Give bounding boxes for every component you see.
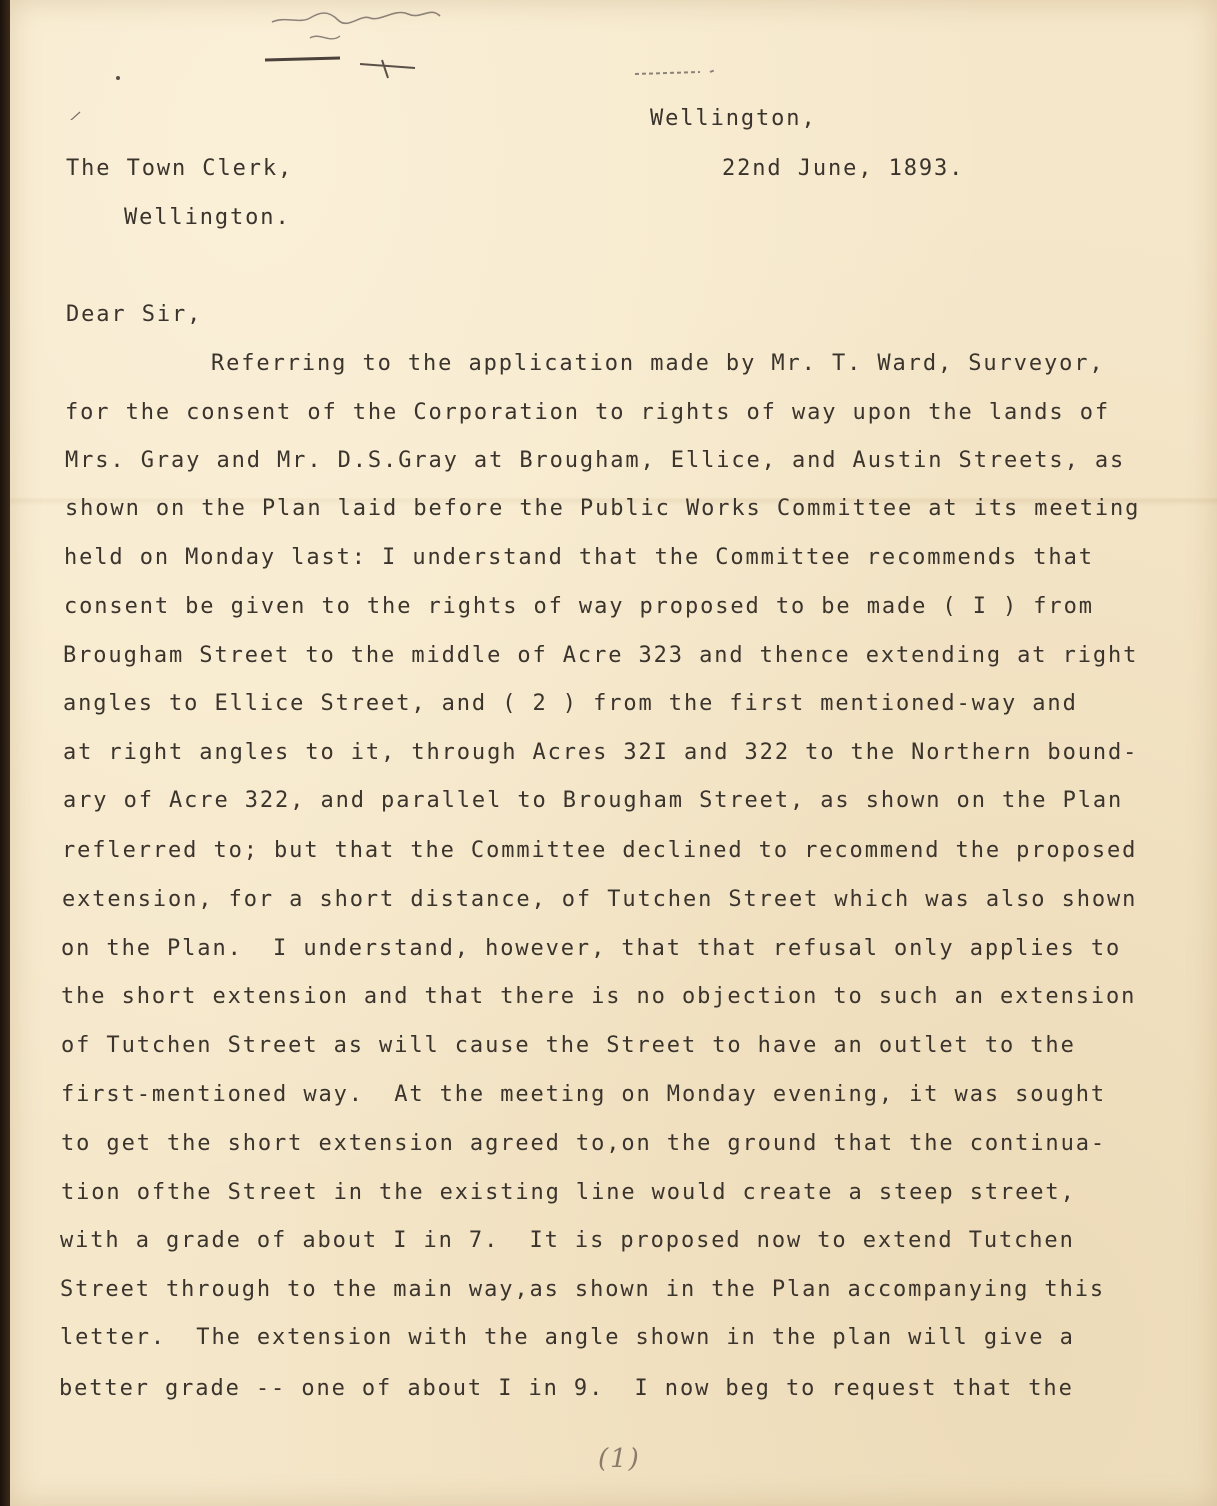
body-line: first-mentioned way. At the meeting on Monday evening, it was sought: [61, 1082, 1107, 1107]
body-line: held on Monday last: I understand that the Committee recommends that: [64, 545, 1094, 570]
body-line: Referring to the application made by Mr. T. Ward, Surveyor,: [211, 351, 1105, 376]
recipient-title: The Town Clerk,: [66, 156, 294, 181]
letter-page: [10, 0, 1217, 1506]
letter-date: 22nd June, 1893.: [722, 156, 965, 181]
body-line: angles to Ellice Street, and ( 2 ) from the first mentioned-way and: [63, 691, 1078, 716]
body-line: at right angles to it, through Acres 32I and 322 to the Northern bound-: [63, 740, 1139, 765]
body-line: the short extension and that there is no objection to such an extension: [61, 984, 1137, 1009]
letter-place: Wellington,: [650, 106, 817, 131]
body-line: of Tutchen Street as will cause the Street to have an outlet to the: [61, 1033, 1076, 1058]
page-number: (1): [598, 1444, 641, 1474]
body-line: reflerred to; but that the Committee declined to recommend the proposed: [62, 838, 1138, 863]
body-line: shown on the Plan laid before the Public Works Committee at its meeting: [65, 496, 1141, 521]
body-line: ary of Acre 322, and parallel to Brougham Street, as shown on the Plan: [63, 788, 1124, 813]
page-edge: [0, 0, 10, 1506]
body-line: tion ofthe Street in the existing line would create a steep street,: [61, 1180, 1076, 1205]
body-line: for the consent of the Corporation to rights of way upon the lands of: [65, 400, 1111, 425]
body-line: Brougham Street to the middle of Acre 323 and thence extending at right: [63, 643, 1139, 668]
body-line: on the Plan. I understand, however, that that refusal only applies to: [61, 936, 1122, 961]
body-line: Street through to the main way,as shown in the Plan accompanying this: [60, 1277, 1106, 1302]
body-line: extension, for a short distance, of Tutchen Street which was also shown: [62, 887, 1138, 912]
body-line: better grade -- one of about I in 9. I now beg to request that the: [59, 1376, 1074, 1401]
body-line: with a grade of about I in 7. It is proposed now to extend Tutchen: [60, 1228, 1075, 1253]
body-line: Mrs. Gray and Mr. D.S.Gray at Brougham, Ellice, and Austin Streets, as: [65, 448, 1126, 473]
pencil-annotation-scribble: [10, 0, 1217, 120]
salutation: Dear Sir,: [66, 302, 203, 327]
body-line: consent be given to the rights of way proposed to be made ( I ) from: [64, 594, 1094, 619]
body-line: to get the short extension agreed to,on the ground that the continua-: [61, 1131, 1107, 1156]
recipient-place: Wellington.: [124, 205, 291, 230]
body-line: letter. The extension with the angle shown in the plan will give a: [60, 1325, 1075, 1350]
